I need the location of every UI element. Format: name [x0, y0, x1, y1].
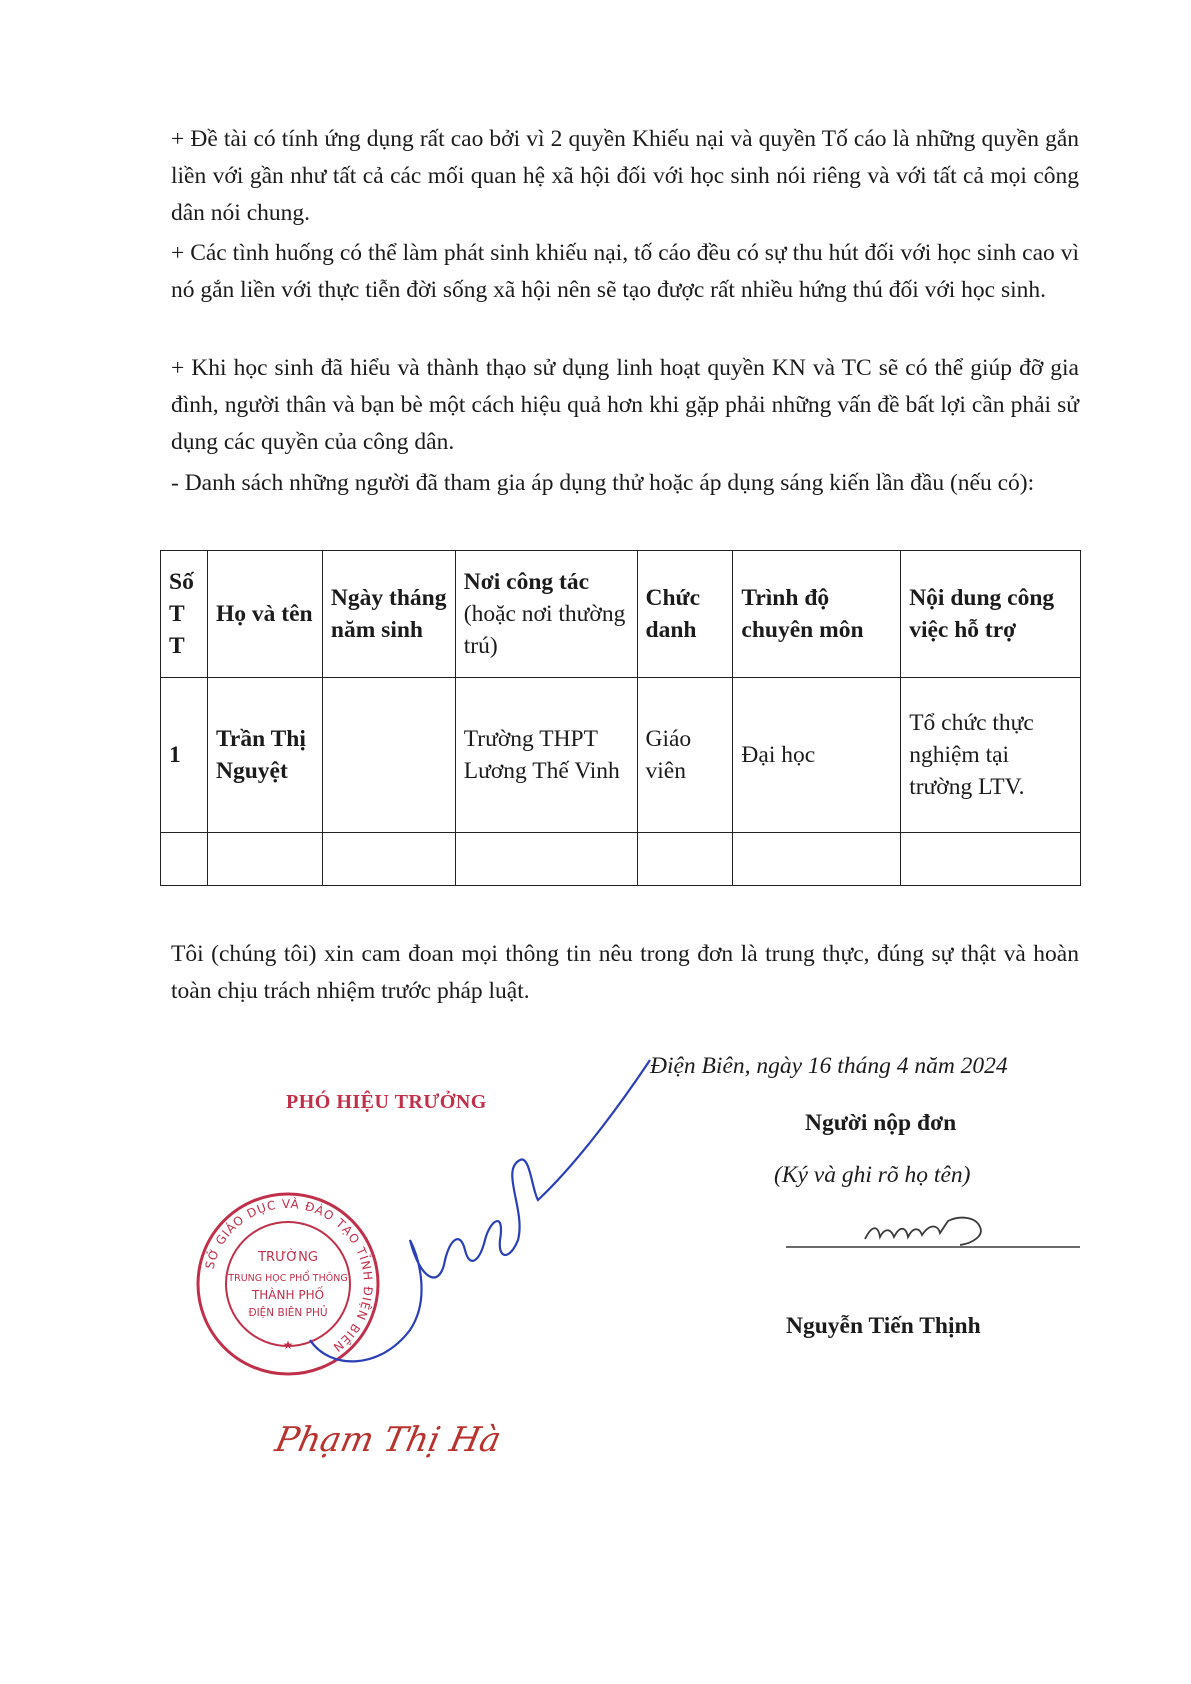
oath-statement: Tôi (chúng tôi) xin cam đoan mọi thông tin nêu trong đơn là trung thực, đúng sự thật và hoàn toàn chịu trách nhiệm trước pháp luật. [171, 941, 1079, 1004]
header-workplace-main: Nơi công tác [463, 569, 590, 595]
paragraph-applicability: + Đề tài có tính ứng dụng rất cao bởi vì 2 quyền Khiếu nại và quyền Tố cáo là những quyền gắn liền với gần như tất cả các mối quan hệ xã hội đối với học sinh nói riêng và với tất cả mọi công dân nói chung. [171, 126, 1079, 226]
table-row [161, 833, 1081, 886]
header-qualification: Trình độ chuyên môn [733, 551, 901, 678]
cell-task [901, 833, 1081, 886]
applicant-signature [780, 1195, 1090, 1255]
svg-text:THÀNH PHỐ: THÀNH PHỐ [251, 1288, 325, 1302]
svg-text:TRUNG HỌC PHỔ THÔNG: TRUNG HỌC PHỔ THÔNG [228, 1273, 348, 1284]
paragraph-participants-intro: - Danh sách những người đã tham gia áp dụng thử hoặc áp dụng sáng kiến lần đầu (nếu có): [171, 470, 1035, 496]
applicant-title: Người nộp đơn [805, 1110, 957, 1136]
vice-principal-title: PHÓ HIỆU TRƯỞNG [286, 1091, 487, 1113]
cell-workplace [455, 833, 637, 886]
cell-position [637, 833, 733, 886]
header-workplace [455, 551, 637, 678]
svg-text:SỞ GIÁO DỤC VÀ ĐÀO TẠO TỈNH ĐI: SỞ GIÁO DỤC VÀ ĐÀO TẠO TỈNH ĐIỆN BIÊN [202, 1196, 376, 1355]
vice-principal-signature [270, 1040, 690, 1410]
cell-qualification [733, 833, 901, 886]
participants-table [160, 550, 1081, 886]
table-header-row [161, 551, 1081, 678]
cell-task: Tổ chức thực nghiệm tại trường LTV. [901, 678, 1081, 833]
cell-name: Trần Thị Nguyệt [207, 678, 322, 833]
cell-stt: 1 [161, 678, 208, 833]
header-dob: Ngày tháng năm sinh [322, 551, 455, 678]
cell-name [207, 833, 322, 886]
applicant-name: Nguyễn Tiến Thịnh [786, 1313, 981, 1339]
cell-stt [161, 833, 208, 886]
vice-principal-name: Phạm Thị Hà [271, 1420, 505, 1460]
sign-note: (Ký và ghi rõ họ tên) [774, 1162, 971, 1188]
place-date: Điện Biên, ngày 16 tháng 4 năm 2024 [650, 1053, 1008, 1079]
header-stt: Số T T [161, 551, 208, 678]
header-name: Họ và tên [207, 551, 322, 678]
cell-workplace: Trường THPT Lương Thế Vinh [455, 678, 637, 833]
header-position: Chức danh [637, 551, 733, 678]
header-task: Nội dung công việc hỗ trợ [901, 551, 1081, 678]
svg-text:★: ★ [282, 1338, 294, 1352]
svg-text:TRƯỜNG: TRƯỜNG [258, 1250, 318, 1265]
svg-text:ĐIỆN BIÊN PHỦ: ĐIỆN BIÊN PHỦ [248, 1307, 328, 1319]
paragraph-benefits: + Khi học sinh đã hiểu và thành thạo sử dụng linh hoạt quyền KN và TC sẽ có thể giúp đỡ gia đình, người thân và bạn bè một cách hiệu quả hơn khi gặp phải những vấn đề bất lợi cần phải sử dụng các quyền của công dân. [171, 355, 1079, 455]
paragraph-situations: + Các tình huống có thể làm phát sinh khiếu nại, tố cáo đều có sự thu hút đối với học sinh cao vì nó gắn liền với thực tiễn đời sống xã hội nên sẽ tạo được rất nhiều hứng thú đối với học sinh. [171, 240, 1079, 303]
cell-dob [322, 678, 455, 833]
cell-position: Giáo viên [637, 678, 733, 833]
cell-dob [322, 833, 455, 886]
header-workplace-note: (hoặc nơi thường trú) [463, 601, 626, 659]
cell-qualification: Đại học [733, 678, 901, 833]
table-row [161, 678, 1081, 833]
